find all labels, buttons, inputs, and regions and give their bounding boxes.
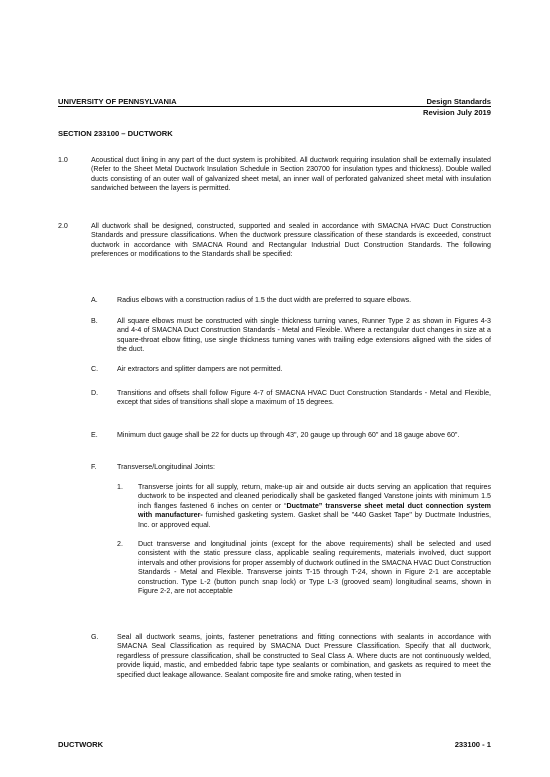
page-header — [58, 97, 491, 107]
item-a-text: Radius elbows with a construction radius of 1.5 the duct width are preferred to square elbows. — [117, 296, 412, 304]
paragraph-number: 2.0 — [58, 222, 68, 230]
subitem-1-text-c: furnished gasketing system. Gasket shall be "440 Gasket Tape" by Ductmate Industries, Inc. or approved equal. — [138, 511, 491, 529]
item-letter: E. — [91, 431, 98, 439]
item-c-text: Air extractors and splitter dampers are not permitted. — [117, 365, 283, 373]
item-letter: C. — [91, 365, 99, 373]
subitem-1-text-a: Transverse joints for all supply, return, make-up air and outside air ducts serving an application that requires ductwork to be inspected and cleaned periodically shall be gasketed flanged Vanstone joints with minimum 1.5 inch flanges fastened 6 inches on center or “ — [138, 483, 491, 510]
subitem-number: 1. — [117, 483, 123, 491]
page-footer — [58, 740, 491, 749]
section-title: SECTION 233100 – DUCTWORK — [58, 129, 173, 138]
subitem-2-text: Duct transverse and longitudinal joints (except for the above requirements) shall be selected and used consistent with the static pressure class, applicable sealing requirements, materials involved, duct support intervals and other provisions for proper assembly of ductwork outlined in the SMACNA HVAC Duct Construction Standards - Metal and Flexible. Transverse joints T-15 through T-24, shown in Figure 2-1 are acceptable construction. Type L-2 (button punch snap lock) or Type L-3 (grooved seam) longitudinal seams, shown in Figure 2-2, are not acceptable — [138, 540, 491, 596]
paragraph-1: Acoustical duct lining in any part of the duct system is prohibited. All ductwork requiring insulation shall be externally insulated (Refer to the Sheet Metal Ductwork Insulation Schedule in Section 230700 for insulation types and thickness). Double walled ducts consisting of an outer wall of galvanized sheet metal, an inner wall of perforated galvanized sheet metal with insulation sandwiched between the layers is permitted. — [91, 156, 491, 193]
item-letter: A. — [91, 296, 98, 304]
item-f-text: Transverse/Longitudinal Joints: — [117, 463, 215, 471]
paragraph-number: 1.0 — [58, 156, 68, 164]
footer-page-number: 233100 - 1 — [454, 740, 491, 749]
header-design-standards: Design Standards — [426, 97, 491, 106]
subitem-1-text — [138, 483, 491, 530]
item-letter: G. — [91, 633, 99, 641]
item-b-text: All square elbows must be constructed with single thickness turning vanes, Runner Type 2 as shown in Figures 4-3 and 4-4 of SMACNA Duct Construction Standards - Metal and Flexible. Where a rectangular duct changes in size at a square-throat elbow fitting, use single thickness turning vanes with trailing edge extensions aligned with the sides of the duct. — [117, 317, 491, 354]
item-d-text: Transitions and offsets shall follow Figure 4-7 of SMACNA HVAC Duct Construction Standards - Metal and Flexible, except that sides of transitions shall slope a maximum of 15 degrees. — [117, 389, 491, 407]
item-letter: B. — [91, 317, 98, 325]
item-letter: F. — [91, 463, 97, 471]
item-e-text: Minimum duct gauge shall be 22 for ducts up through 43", 20 gauge up through 60" and 18 gauge above 60". — [117, 431, 460, 439]
subitem-number: 2. — [117, 540, 123, 548]
subitem-1-text-bold: Ductmate” transverse sheet metal duct connection system with manufacturer- — [138, 501, 491, 520]
footer-title: DUCTWORK — [58, 740, 104, 749]
item-g-text: Seal all ductwork seams, joints, fastener penetrations and fitting connections with sealants in accordance with SMACNA Seal Classification as required by SMACNA Duct Pressure Classification. Specify that all ductwork, regardless of pressure classification, shall be constructed to Seal Class A. Where ducts are not continuously welded, provide liquid, mastic, and embedded fabric tape type sealants or combination, and gaskets as required to meet the specified duct leakage allowance. Sealant composite fire and smoke rating, when tested in — [117, 633, 491, 679]
paragraph-2: All ductwork shall be designed, constructed, supported and sealed in accordance with SMACNA HVAC Duct Construction Standards and pressure classifications. When the ductwork pressure classification of these standards is exceeded, construct ductwork in accordance with SMACNA Round and Rectangular Industrial Duct Construction Standards. The following preferences or modifications to the Standards shall be specified: — [91, 222, 491, 259]
header-revision: Revision July 2019 — [423, 108, 491, 117]
item-letter: D. — [91, 389, 99, 397]
header-university: UNIVERSITY OF PENNSYLVANIA — [58, 97, 177, 106]
